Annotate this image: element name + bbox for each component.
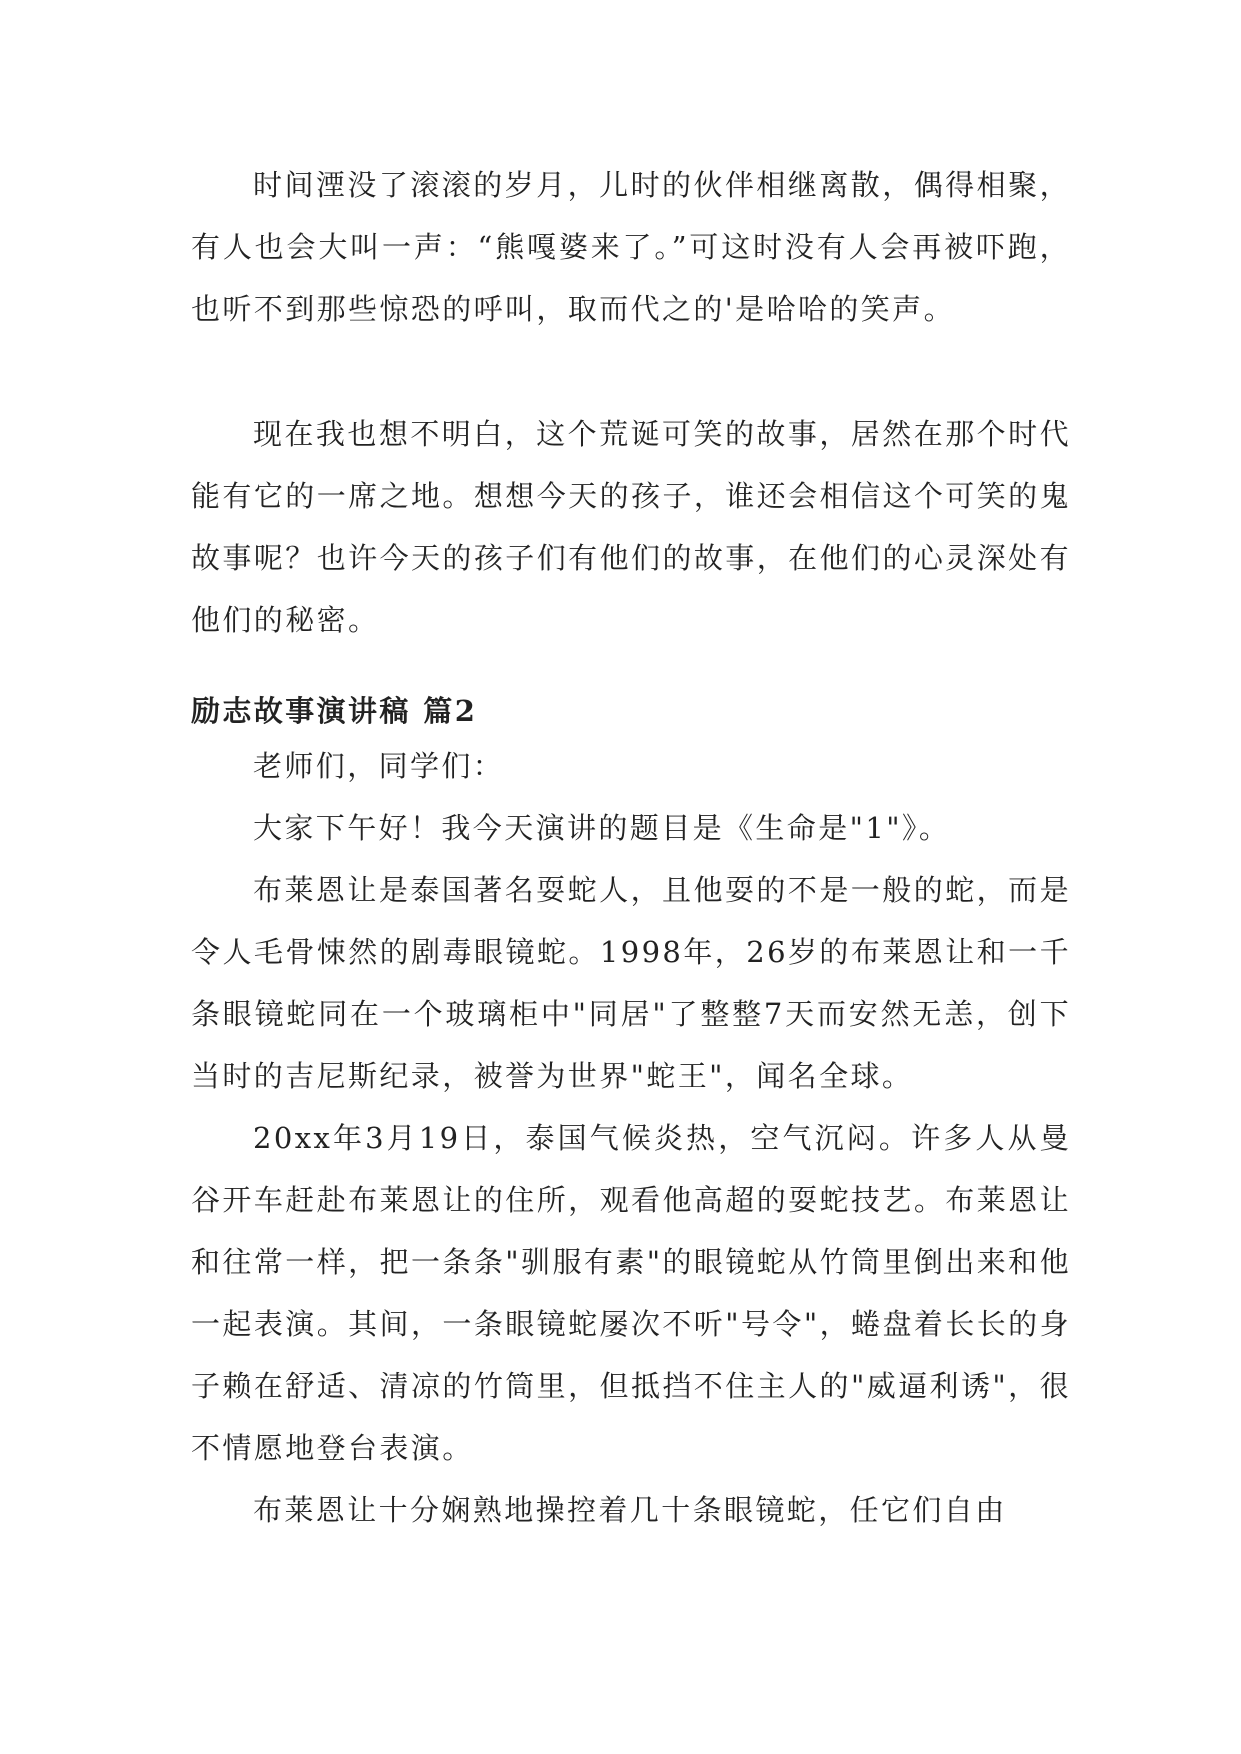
section-heading: 励志故事演讲稿 篇2 bbox=[191, 694, 478, 728]
salutation: 老师们，同学们： bbox=[253, 749, 505, 783]
paragraph: 布莱恩让十分娴熟地操控着几十条眼镜蛇，任它们自由 bbox=[253, 1493, 1007, 1527]
paragraph: 时间湮没了滚滚的岁月，儿时的伙伴相继离散，偶得相聚，有人也会大叫一声：“熊嘎婆来了。”可这时没有人会再被吓跑，也听不到那些惊恐的呼叫，取而代之的'是哈哈的笑声。 bbox=[191, 168, 1071, 326]
text-section-bottom bbox=[191, 735, 1071, 1541]
paragraph: 现在我也想不明白，这个荒诞可笑的故事，居然在那个时代能有它的一席之地。想想今天的孩子，谁还会相信这个可笑的鬼故事呢？也许今天的孩子们有他们的故事，在他们的心灵深处有他们的秘密。 bbox=[191, 417, 1071, 637]
text-section-top bbox=[191, 154, 1071, 340]
greeting-paragraph: 大家下午好！我今天演讲的题目是《生命是"1"》。 bbox=[253, 811, 951, 845]
text-section-top-2 bbox=[191, 403, 1071, 651]
paragraph: 20xx年3月19日，泰国气候炎热，空气沉闷。许多人从曼谷开车赶赴布莱恩让的住所，观看他高超的耍蛇技艺。布莱恩让和往常一样，把一条条"驯服有素"的眼镜蛇从竹筒里倒出来和他一起表演。其间，一条眼镜蛇屡次不听"号令"，蜷盘着长长的身子赖在舒适、清凉的竹筒里，但抵挡不住主人的"威逼利诱"，很不情愿地登台表演。 bbox=[191, 1121, 1071, 1465]
paragraph: 布莱恩让是泰国著名耍蛇人，且他耍的不是一般的蛇，而是令人毛骨悚然的剧毒眼镜蛇。1998年，26岁的布莱恩让和一千条眼镜蛇同在一个玻璃柜中"同居"了整整7天而安然无恙，创下当时的吉尼斯纪录，被誉为世界"蛇王"，闻名全球。 bbox=[191, 873, 1071, 1093]
